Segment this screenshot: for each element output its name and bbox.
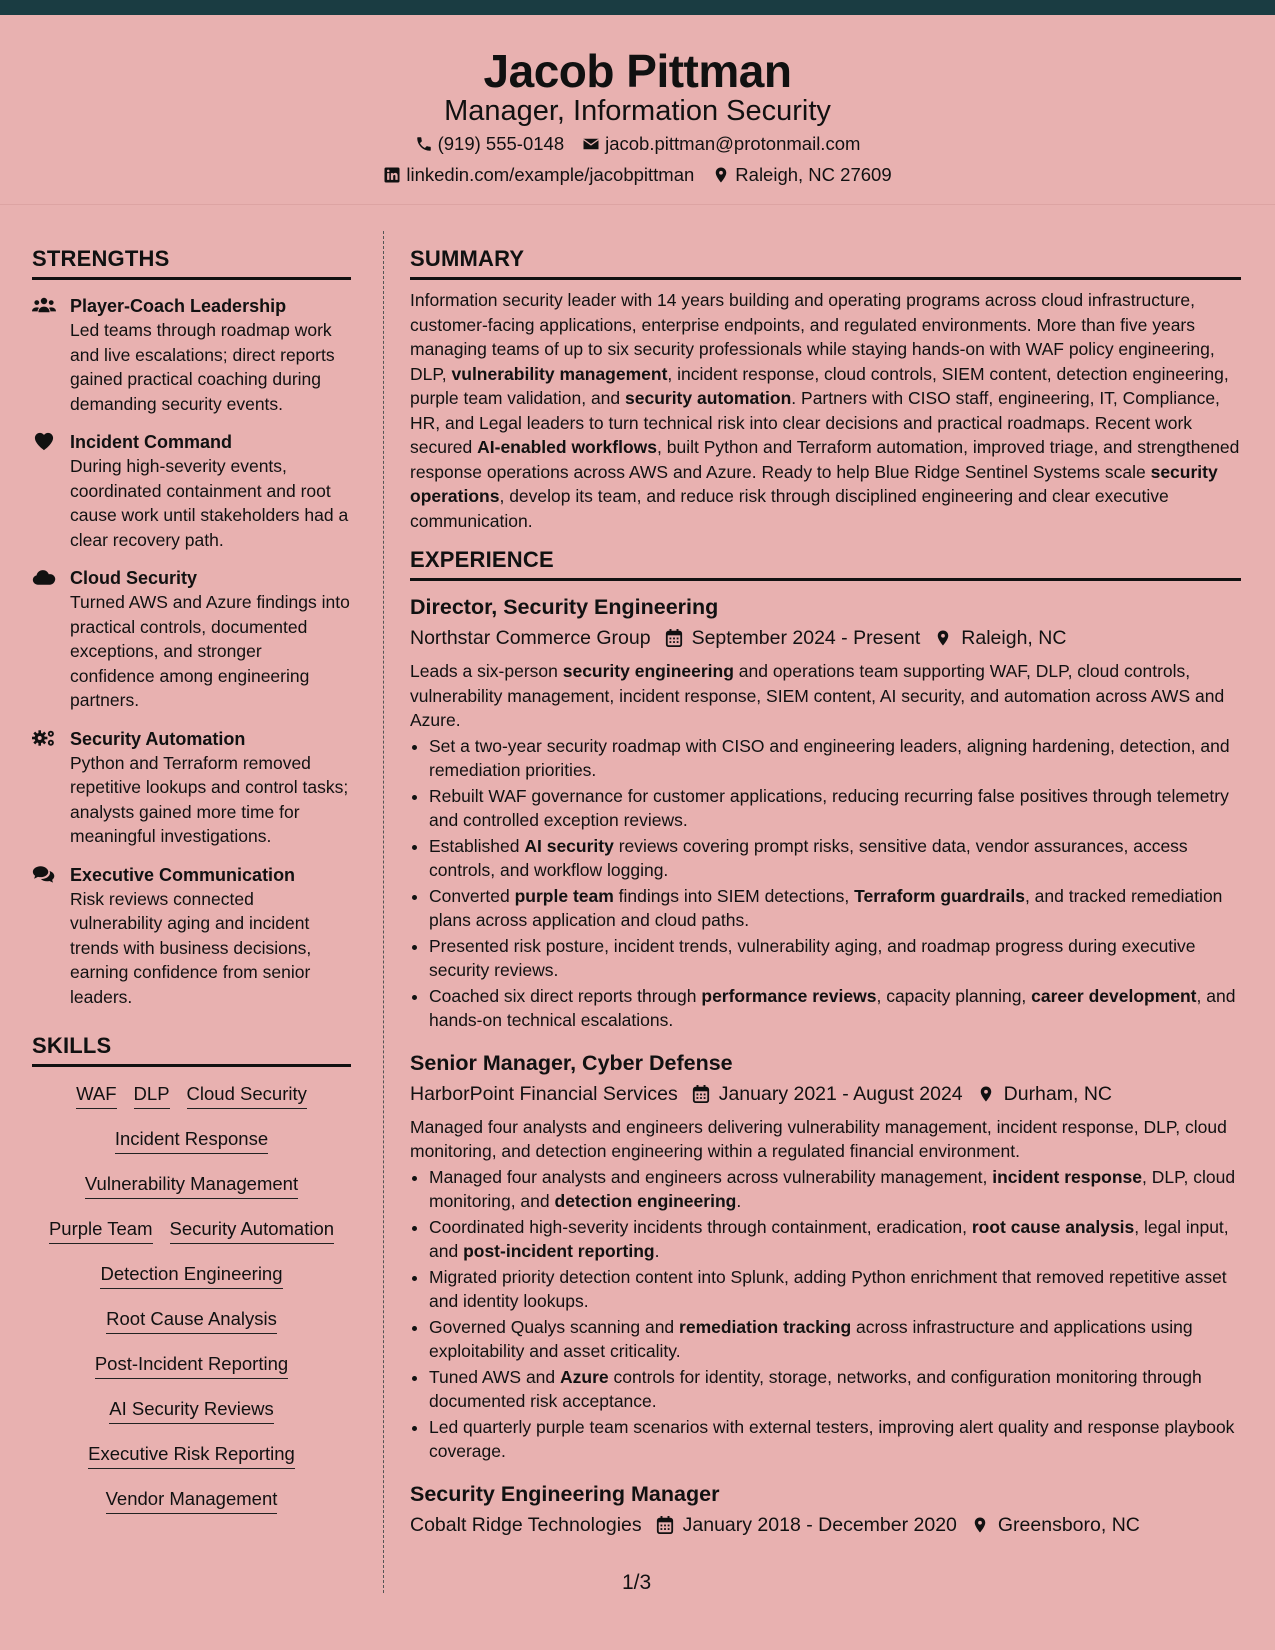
linkedin-icon xyxy=(383,166,401,184)
text-run: controls for identity, storage, networks, and configuration monitoring through documented risk acceptance. xyxy=(429,1366,1202,1411)
calendar-icon xyxy=(656,1515,674,1535)
bullet-item xyxy=(429,1265,1241,1314)
column-divider xyxy=(383,231,384,1593)
bold-keyword: purple team xyxy=(514,885,614,906)
phone-icon xyxy=(415,135,433,153)
company-name: Northstar Commerce Group xyxy=(410,627,651,649)
job-meta xyxy=(410,625,1241,651)
contact-row-2 xyxy=(0,164,1275,186)
skill-row xyxy=(32,1351,351,1379)
text-run: , and hands-on technical escalations. xyxy=(429,985,1236,1030)
skill-tag: DLP xyxy=(134,1081,170,1109)
text-run: Tuned AWS and xyxy=(429,1366,561,1387)
bold-keyword: performance reviews xyxy=(701,985,877,1006)
skill-row xyxy=(32,1171,351,1199)
phone-item xyxy=(415,133,565,155)
job-dates: January 2021 - August 2024 xyxy=(718,1082,963,1105)
text-run: . xyxy=(654,1241,660,1261)
skill-tag: Cloud Security xyxy=(187,1081,307,1109)
strength-description: Python and Terraform removed repetitive lookups and control tasks; analysts gained more time for meaningful investigations. xyxy=(70,752,349,846)
job-dates: September 2024 - Present xyxy=(691,627,921,649)
text-run: , DLP, cloud monitoring, and xyxy=(429,1166,1236,1211)
job-location: Greensboro, NC xyxy=(997,1513,1140,1536)
bold-keyword: detection engineering xyxy=(554,1191,737,1211)
skill-tag: Detection Engineering xyxy=(100,1261,282,1289)
skill-row xyxy=(32,1081,351,1109)
strength-item xyxy=(32,863,351,1010)
job-intro xyxy=(410,1115,1241,1164)
page-number: 1/3 xyxy=(622,1571,652,1594)
text-run: Rebuilt WAF governance for customer applications, reducing recurring false positives through telemetry and controlled exception reviews. xyxy=(429,785,1229,830)
strength-title: Incident Command xyxy=(70,432,233,452)
skill-row xyxy=(32,1261,351,1289)
job-dates: January 2018 - December 2020 xyxy=(682,1513,957,1536)
strength-title: Security Automation xyxy=(70,728,246,749)
location-item xyxy=(712,164,891,186)
bold-keyword: security automation xyxy=(625,388,792,408)
strength-description: During high-severity events, coordinated containment and root cause work until stakeholders had a clear recovery path. xyxy=(70,456,349,550)
job-location: Durham, NC xyxy=(1003,1082,1112,1105)
bullet-item xyxy=(429,834,1241,883)
strength-title: Player-Coach Leadership xyxy=(70,296,287,316)
skill-tag: Executive Risk Reporting xyxy=(88,1441,295,1469)
strengths-heading: STRENGTHS xyxy=(32,246,351,280)
text-run: Migrated priority detection content into Splunk, adding Python enrichment that removed repetitive asset and identity lookups. xyxy=(429,1266,1227,1311)
text-run: Managed four analysts and engineers across vulnerability management, xyxy=(429,1166,993,1187)
text-run: , develop its team, and reduce risk through disciplined engineering and clear executive communication. xyxy=(410,486,1169,531)
skill-tag: Incident Response xyxy=(115,1126,268,1154)
skills-heading: SKILLS xyxy=(32,1033,351,1067)
skill-tag: Vulnerability Management xyxy=(85,1171,298,1199)
bullet-item xyxy=(429,1365,1241,1414)
text-run: , and tracked remediation plans across application and cloud paths. xyxy=(429,885,1223,930)
bold-keyword: security engineering xyxy=(562,661,734,681)
text-run: Coached six direct reports through xyxy=(429,985,702,1006)
strength-item xyxy=(32,430,351,552)
envelope-icon xyxy=(582,135,600,153)
experience-heading: EXPERIENCE xyxy=(410,547,1241,581)
bold-keyword: career development xyxy=(1031,985,1197,1006)
job-title: Senior Manager, Cyber Defense xyxy=(410,1050,733,1075)
skill-tag: AI Security Reviews xyxy=(109,1396,274,1424)
text-run: findings into SIEM detections, xyxy=(613,885,855,906)
bold-keyword: AI-enabled workflows xyxy=(477,437,658,457)
text-run: Information security leader with 14 years building and operating programs across cloud infrastructure, customer-facing applications, enterprise endpoints, and regulated environments. More than five years managing teams of up to six security professionals while staying hands-on with WAF policy engineering, DLP, xyxy=(410,290,1215,384)
map-marker-icon xyxy=(934,628,952,648)
text-run: and operations team supporting WAF, DLP, cloud controls, vulnerability management, incident response, SIEM content, AI security, and automation across AWS and Azure. xyxy=(410,661,1225,730)
bold-keyword: root cause analysis xyxy=(971,1216,1135,1237)
job-location: Raleigh, NC xyxy=(961,627,1067,649)
text-run: . xyxy=(736,1191,742,1211)
text-run: Set a two-year security roadmap with CISO and engineering leaders, aligning hardening, detection, and remediation priorities. xyxy=(429,735,1230,780)
skill-tag: Purple Team xyxy=(49,1216,153,1244)
map-marker-icon xyxy=(971,1515,989,1535)
strength-description: Led teams through roadmap work and live escalations; direct reports gained practical coaching during demanding security events. xyxy=(70,320,335,414)
linkedin-text: linkedin.com/example/jacobpittman xyxy=(406,164,695,185)
strength-item xyxy=(32,566,351,713)
heart-icon xyxy=(32,431,56,451)
skill-row xyxy=(32,1441,351,1469)
linkedin-item[interactable] xyxy=(383,164,694,186)
skill-tag: WAF xyxy=(76,1081,116,1109)
text-run: Converted xyxy=(429,885,515,906)
bullet-item xyxy=(429,934,1241,983)
text-run: Leads a six-person xyxy=(410,661,563,681)
strength-item xyxy=(32,727,351,849)
bold-keyword: remediation tracking xyxy=(679,1316,852,1337)
bullet-item xyxy=(429,1165,1241,1214)
text-run: Led quarterly purple team scenarios with external testers, improving alert quality and response playbook coverage. xyxy=(429,1416,1235,1461)
bold-keyword: incident response xyxy=(992,1166,1143,1187)
text-run: reviews covering prompt risks, sensitive data, vendor assurances, access controls, and workflow logging. xyxy=(429,835,1188,880)
bold-keyword: Terraform guardrails xyxy=(854,885,1025,906)
text-run: , capacity planning, xyxy=(876,985,1032,1006)
skill-tag: Post-Incident Reporting xyxy=(95,1351,288,1379)
bold-keyword: vulnerability management xyxy=(451,363,668,384)
comments-icon xyxy=(32,864,56,884)
gears-icon xyxy=(32,728,56,748)
strength-title: Executive Communication xyxy=(70,864,296,885)
company-name: HarborPoint Financial Services xyxy=(410,1082,678,1105)
skill-tag: Security Automation xyxy=(170,1216,335,1244)
strength-description: Turned AWS and Azure findings into practical controls, documented exceptions, and stronger confidence among engineering partners. xyxy=(70,592,350,710)
phone-text: (919) 555-0148 xyxy=(437,133,565,154)
email-text: jacob.pittman@protonmail.com xyxy=(605,133,861,154)
bullet-item xyxy=(429,1215,1241,1264)
job-entry xyxy=(410,1049,1241,1464)
strength-description: Risk reviews connected vulnerability aging and incident trends with business decisions, earning confidence from senior leaders. xyxy=(70,888,312,1007)
skill-row xyxy=(32,1396,351,1424)
bold-keyword: Azure xyxy=(560,1366,609,1387)
text-run: across infrastructure and applications using exploitability and asset criticality. xyxy=(429,1316,1193,1361)
email-item[interactable] xyxy=(582,133,860,155)
text-run: . Partners with CISO staff, engineering, IT, Compliance, HR, and Legal leaders to turn technical risk into clear decisions and practical roadmaps. Recent work secured xyxy=(410,388,1220,457)
bullet-item xyxy=(429,784,1241,833)
job-title: Director, Security Engineering xyxy=(410,595,719,619)
summary-heading: SUMMARY xyxy=(410,246,1241,280)
text-run: , built Python and Terraform automation, improved triage, and strengthened response operations across AWS and Azure. Ready to help Blue Ridge Sentinel Systems scale xyxy=(410,437,1240,482)
skill-row xyxy=(32,1306,351,1334)
map-marker-icon xyxy=(977,1084,995,1104)
candidate-name: Jacob Pittman xyxy=(483,45,792,97)
right-column xyxy=(410,246,1241,1538)
skill-row xyxy=(32,1216,351,1244)
text-run: Presented risk posture, incident trends, vulnerability aging, and roadmap progress during executive security reviews. xyxy=(429,935,1196,980)
bold-keyword: AI security xyxy=(524,835,614,856)
bullet-item xyxy=(429,1315,1241,1364)
text-run: , legal input, and xyxy=(429,1216,1229,1261)
text-run: Managed four analysts and engineers delivering vulnerability management, incident response, DLP, cloud monitoring, and detection engineering within a regulated financial environment. xyxy=(410,1116,1227,1161)
bold-keyword: security operations xyxy=(410,461,1218,506)
bullet-item xyxy=(429,1415,1241,1464)
calendar-icon xyxy=(665,628,683,648)
company-name: Cobalt Ridge Technologies xyxy=(410,1513,642,1536)
job-entry xyxy=(410,1480,1241,1538)
cloud-icon xyxy=(32,567,56,587)
skill-tag: Vendor Management xyxy=(106,1486,278,1514)
skill-row xyxy=(32,1486,351,1514)
calendar-icon xyxy=(692,1084,710,1104)
bullet-item xyxy=(429,984,1241,1033)
bold-keyword: post-incident reporting xyxy=(463,1241,655,1261)
text-run: Governed Qualys scanning and xyxy=(429,1316,680,1337)
summary-text xyxy=(410,288,1241,533)
job-bullets xyxy=(410,1165,1241,1464)
location-text: Raleigh, NC 27609 xyxy=(735,164,892,185)
top-accent-bar xyxy=(0,0,1275,15)
left-column xyxy=(32,246,351,1514)
contact-row-1 xyxy=(0,133,1275,155)
job-entry xyxy=(410,593,1241,1033)
skills-list xyxy=(32,1081,351,1514)
job-bullets xyxy=(410,734,1241,1033)
job-meta xyxy=(410,1512,1241,1538)
users-icon xyxy=(32,295,56,315)
strength-item xyxy=(32,294,351,416)
job-meta xyxy=(410,1081,1241,1107)
job-intro xyxy=(410,659,1241,733)
text-run: Coordinated high-severity incidents through containment, eradication, xyxy=(429,1216,972,1237)
text-run: , incident response, cloud controls, SIEM content, detection engineering, purple team validation, and xyxy=(410,363,1229,408)
skill-row xyxy=(32,1126,351,1154)
strength-title: Cloud Security xyxy=(70,568,198,588)
bullet-item xyxy=(429,734,1241,783)
skill-tag: Root Cause Analysis xyxy=(106,1306,277,1334)
text-run: Established xyxy=(429,835,525,856)
map-marker-icon xyxy=(712,166,730,184)
job-title: Security Engineering Manager xyxy=(410,1481,720,1506)
bullet-item xyxy=(429,884,1241,933)
candidate-title: Manager, Information Security xyxy=(444,95,831,127)
resume-header xyxy=(0,15,1275,205)
